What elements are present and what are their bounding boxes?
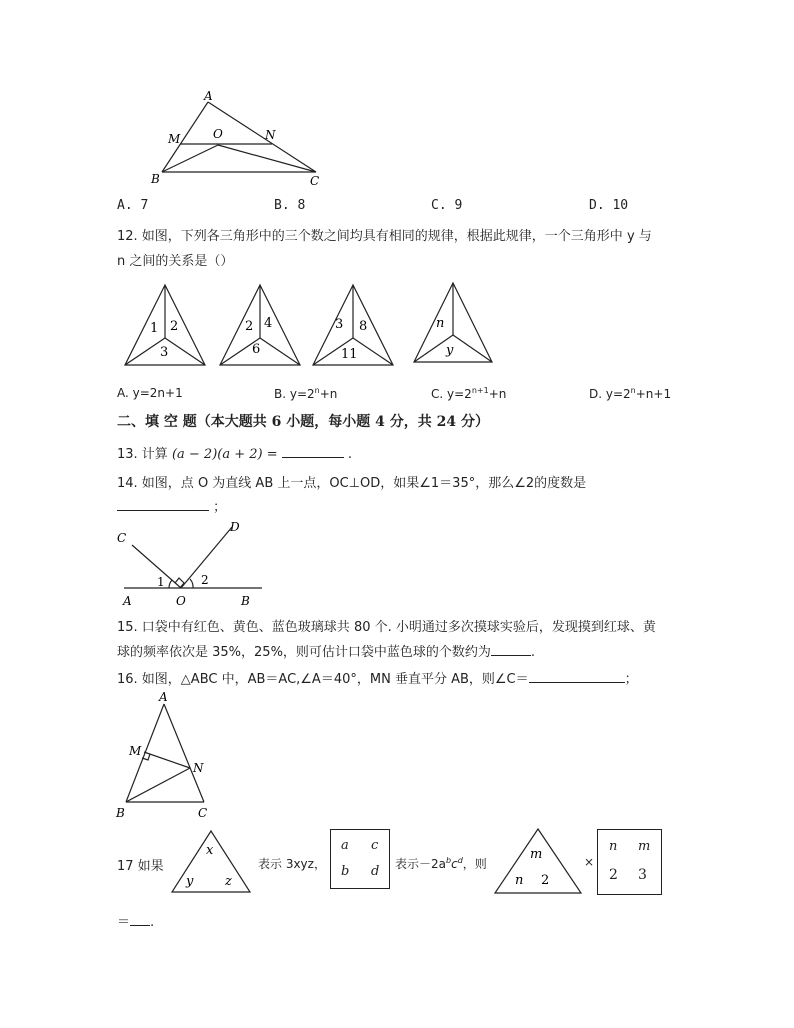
q13 — [117, 443, 352, 462]
q17-box2-3: 3 — [638, 867, 647, 883]
label-O: O — [213, 127, 223, 141]
q14-label-O: O — [176, 594, 186, 608]
q17-tri2-n: n — [515, 873, 524, 888]
q13-pre: 13. 计算 — [117, 447, 168, 462]
q12-option-b-pre: B. y=2 — [274, 387, 315, 401]
q17-box2-n: n — [609, 839, 618, 854]
q16-label-B: B — [116, 806, 125, 820]
tri3-left: 3 — [335, 317, 344, 332]
section-heading: 二、填 空 题（本大题共 6 小题，每小题 4 分，共 24 分） — [117, 414, 489, 430]
q15-line2-end: . — [530, 645, 536, 660]
q16-label-C: C — [198, 806, 208, 820]
q17-tri1-x: x — [206, 843, 214, 858]
q15-line1: 15. 口袋中有红色、黄色、蓝色玻璃球共 80 个. 小明通过多次摸球实验后，发现摸到红球、黄 — [117, 620, 656, 635]
tri2-left: 2 — [245, 319, 254, 334]
q17-box2-m: m — [638, 839, 651, 854]
q17-tri1-y: y — [186, 874, 194, 889]
q13-answer-blank[interactable] — [282, 445, 344, 458]
q12-question-line1: 12. 如图，下列各三角形中的三个数之间均具有相同的规律，根据此规律，一个三角形中 y 与 — [117, 229, 652, 244]
q12-option-d-post: +n+1 — [635, 387, 672, 401]
q16-figure — [112, 690, 222, 822]
q14-line2 — [117, 496, 226, 515]
q11-option-d: D. 10 — [589, 198, 629, 213]
q17-box2-2: 2 — [609, 867, 618, 883]
q17-mid1: 表示 3xyz， — [258, 857, 326, 871]
q17-mid2-sup2: d — [457, 856, 463, 865]
q17-box-abcd — [330, 829, 390, 889]
q16-line1-end: ； — [624, 672, 638, 687]
tri1-bottom: 3 — [160, 345, 169, 360]
q14-line1: 14. 如图，点 O 为直线 AB 上一点，OC⊥OD，如果∠1＝35°，那么∠2的度数是 — [117, 476, 587, 491]
tri4-bottom: y — [446, 343, 454, 358]
q17-answer-post: . — [150, 915, 155, 930]
q14-label-1: 1 — [157, 575, 165, 589]
q12-option-a: A. y=2n+1 — [117, 386, 183, 400]
q14-answer-blank[interactable] — [117, 498, 209, 511]
tri2-bottom: 6 — [252, 342, 261, 357]
q12-option-b-sup: n — [314, 386, 320, 395]
q12-option-d-sup: n — [630, 386, 636, 395]
label-B: B — [151, 172, 160, 186]
q12-option-c-sup: n+1 — [471, 386, 489, 395]
q11-option-a: A. 7 — [117, 198, 149, 213]
q12-question-line2: n 之间的关系是（） — [117, 254, 234, 269]
q11-figure — [140, 88, 340, 193]
q15-answer-blank[interactable] — [491, 643, 531, 656]
q12-option-c-pre: C. y=2 — [431, 387, 472, 401]
tri3-bottom: 11 — [341, 347, 358, 362]
q15-line2-text: 球的频率依次是 35%，25%，则可估计口袋中蓝色球的个数约为 — [117, 645, 491, 660]
q12-option-b — [274, 386, 337, 401]
label-A: A — [204, 89, 213, 103]
tri4-left: n — [436, 316, 445, 331]
q14-label-C: C — [117, 531, 127, 545]
q17-mid2-c: c — [451, 857, 458, 871]
q12-option-c-post: +n — [488, 387, 507, 401]
q17-box1-d: d — [371, 864, 380, 879]
q17-triangle-mn2 — [493, 826, 583, 896]
q17-pre: 17 如果 — [117, 859, 164, 874]
q12-option-d-pre: D. y=2 — [589, 387, 631, 401]
q16-answer-blank[interactable] — [529, 670, 625, 683]
q17-mid2-end: ，则 — [462, 857, 487, 871]
q14-figure — [112, 515, 272, 610]
q16-label-A: A — [159, 690, 168, 704]
q17-tri2-m: m — [530, 847, 543, 862]
q14-line2-end: ； — [213, 500, 227, 515]
q14-label-2: 2 — [201, 573, 209, 587]
tri1-left: 1 — [150, 321, 159, 336]
q12-option-c — [431, 386, 506, 401]
q17-box1-b: b — [341, 864, 350, 879]
q15-line2 — [117, 641, 535, 660]
q12-triangles — [120, 280, 500, 370]
q17-answer-blank[interactable] — [130, 913, 150, 926]
q16-label-M: M — [129, 744, 142, 758]
q16-line1 — [117, 668, 638, 687]
tri2-right: 4 — [264, 316, 273, 331]
q14-label-D: D — [230, 520, 240, 534]
q17-times: × — [584, 855, 595, 869]
q17-mid2-text: 表示－2a — [395, 857, 446, 871]
label-M: M — [168, 132, 181, 146]
q17-answer-pre: ＝ — [117, 915, 131, 930]
tri1-right: 2 — [170, 319, 179, 334]
q17-tri1-z: z — [225, 874, 232, 889]
q13-expr: (a − 2)(a + 2) = — [171, 447, 278, 462]
q14-label-A: A — [123, 594, 132, 608]
label-C: C — [310, 174, 320, 188]
q12-option-d — [589, 386, 671, 401]
q17-mid2-sup: b — [446, 856, 452, 865]
q11-option-c: C. 9 — [431, 198, 463, 213]
q16-line1-text: 16. 如图，△ABC 中，AB＝AC,∠A＝40°，MN 垂直平分 AB，则∠C＝ — [117, 672, 529, 687]
q12-option-b-post: +n — [319, 387, 338, 401]
q13-post: . — [347, 447, 353, 462]
tri3-right: 8 — [359, 319, 368, 334]
q11-option-b: B. 8 — [274, 198, 306, 213]
q14-label-B: B — [241, 594, 250, 608]
q17-tri2-2: 2 — [541, 873, 550, 888]
q17-answer-line — [117, 911, 154, 930]
q16-label-N: N — [193, 761, 204, 775]
q17-box-nm23 — [597, 829, 662, 895]
label-N: N — [265, 128, 276, 142]
q17-box1-a: a — [341, 838, 349, 853]
q17-box1-c: c — [371, 838, 379, 853]
q17-mid2 — [395, 855, 487, 872]
q17-triangle-xyz — [170, 828, 252, 896]
